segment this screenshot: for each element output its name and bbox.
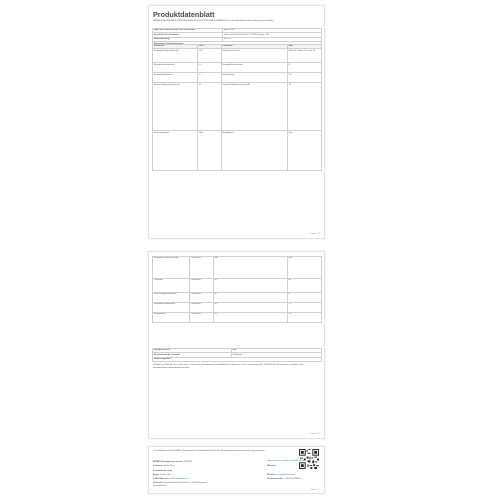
weblink-note: Weblink zur Website des Lieferanten, auf der die Informationen gemäß Anhang II Nummer 2 der Verordnung (EU) 2020/740 der Kommission zu finden sind: www.berlintires.de/produktinformation xyxy=(153,364,304,369)
website-link[interactable]: www.berlintires.de xyxy=(276,474,295,476)
cell: Ja xyxy=(213,293,287,303)
label: EPREL-Eintragungsnummer: xyxy=(153,461,184,463)
cell: Reifengrößenbezeichnung xyxy=(153,49,198,63)
cell: Mindestdauer der Garantie: xyxy=(153,353,232,357)
col-header: Parameter xyxy=(221,45,287,49)
supplier-row xyxy=(153,465,175,468)
cell: Energieeffizienzklasse xyxy=(221,63,287,73)
cell: 7,5 xyxy=(287,303,321,313)
address-row xyxy=(153,482,213,487)
cell: BR 75.2 xyxy=(223,37,322,41)
cell: Nasshaftungsklasse xyxy=(153,73,198,83)
cell: Rollwiderstandsbeiwert xyxy=(153,303,190,313)
cell: Reifengrößenbezeichnung xyxy=(153,257,190,279)
cell: Modellkennung: xyxy=(153,37,223,41)
value: 1903902 xyxy=(183,461,193,463)
label: Telefonnummer: xyxy=(267,478,284,480)
cell: 98 xyxy=(287,279,321,293)
value: Berlin Tires xyxy=(160,474,172,476)
cell: C xyxy=(198,73,221,83)
cell: B xyxy=(287,63,321,73)
page2-lower-table xyxy=(152,348,322,362)
cell: Schneegriffigkeit xyxy=(153,131,198,171)
label: Name: xyxy=(153,474,160,476)
label: Lieferant: xyxy=(153,465,163,467)
email-link[interactable]: info@berlintires.de xyxy=(170,478,189,480)
cell: Ja xyxy=(213,303,287,313)
label: Website: xyxy=(267,474,277,476)
page-title: Produktdatenblatt xyxy=(153,10,215,19)
phone-row xyxy=(267,478,301,481)
cell: Höhe 65 / Breite 16 / Last 98 xyxy=(287,49,321,63)
eprel-link[interactable]: https://eprel.ec.europa.eu/qr/1903902 xyxy=(267,460,304,462)
cell: Weitere Angaben: xyxy=(153,357,322,361)
cell: Reifenbreite in mm xyxy=(221,49,287,63)
cell: 1,0 xyxy=(287,73,321,83)
datasheet-page-2 xyxy=(148,251,325,439)
cell: Name oder Warenzeichen des Lieferanten: xyxy=(153,29,223,33)
cell: Lastindex xyxy=(153,279,190,293)
eprel-page xyxy=(148,446,325,494)
website-row xyxy=(267,474,294,477)
label: Anschrift: xyxy=(153,482,164,484)
eprel-number-row xyxy=(153,461,192,464)
cell: Externe Rollgeräuschklasse xyxy=(153,83,198,131)
value: Berlin Tires xyxy=(163,465,175,467)
params-table xyxy=(152,44,322,171)
cell: Energieeffizienzklasse xyxy=(153,63,198,73)
value: Hermann-Henkel-Straße 17, 47906 Kempen, Deutschland xyxy=(153,482,208,487)
cell: 215 xyxy=(198,49,221,63)
cell: Nenn-wert xyxy=(190,303,213,313)
cell: Nein xyxy=(198,131,221,171)
col-header: Wert xyxy=(287,45,321,49)
cell: Eisgriffigkeit xyxy=(221,131,287,171)
cell: Energieeffizienz: xyxy=(153,349,232,353)
page-number: Seite 2 / 2 xyxy=(310,433,320,435)
cell: 70 xyxy=(287,83,321,131)
cell: Nasshaftung xyxy=(153,313,190,323)
col-header: Wert xyxy=(198,45,221,49)
datasheet-page-1 xyxy=(148,5,325,239)
cell: Nasshaftung xyxy=(221,73,287,83)
cell: B xyxy=(198,63,221,73)
cell: Externes Rollgeräusch (in dB) xyxy=(221,83,287,131)
cell: Ja xyxy=(213,313,287,323)
cell: Anschrift des Lieferanten: xyxy=(153,33,223,37)
cell: Nein xyxy=(231,349,321,353)
website-label: Website: xyxy=(267,465,277,467)
cell: Geschwindigkeitssymbol xyxy=(153,293,190,303)
cell: Nenn-wert xyxy=(190,313,213,323)
cell: Frei xyxy=(287,257,321,279)
cell: Nenn-wert xyxy=(190,257,213,279)
label: E-Mail-Adresse: xyxy=(153,478,170,480)
page-number: Seite 1 / 1 xyxy=(310,489,320,491)
customer-service-heading: Kundenbetreuung: xyxy=(153,470,173,472)
cell: 1,0 xyxy=(287,313,321,323)
cell: N/A xyxy=(213,257,287,279)
cell: Ja xyxy=(213,279,287,293)
cell: Nein xyxy=(287,131,321,171)
intro-text: GEMÄSS DELEGIERTE VERORDNUNG (EU) 2020/740 DER KOMMISSION zur Energieeffizienzkennzeichnung von Reifen xyxy=(153,20,274,22)
page2-table xyxy=(152,256,322,323)
cell: B xyxy=(198,83,221,131)
email-row xyxy=(153,478,188,481)
eprel-intro: Das Modell wurde bei EPREL (Europäische Produktdatenbank für die Energieverbrauchskennzeichnung) registriert. xyxy=(153,450,266,452)
cell: Berlin Tires xyxy=(223,29,322,33)
cell: Nenn-wert xyxy=(190,293,213,303)
qr-code-icon xyxy=(299,449,319,469)
cell: Nenn-wert xyxy=(190,279,213,293)
col-header: Parameter xyxy=(153,45,198,49)
cell: H xyxy=(287,293,321,303)
name-row xyxy=(153,474,171,477)
page-number: Seite 1 / 2 xyxy=(310,233,320,235)
cell: 24 Monate xyxy=(231,353,321,357)
value: +49 2152 8999-0 xyxy=(284,478,302,480)
cell: Hermann-Henkel-Straße 17, 47906 Kempen, DE xyxy=(223,33,322,37)
